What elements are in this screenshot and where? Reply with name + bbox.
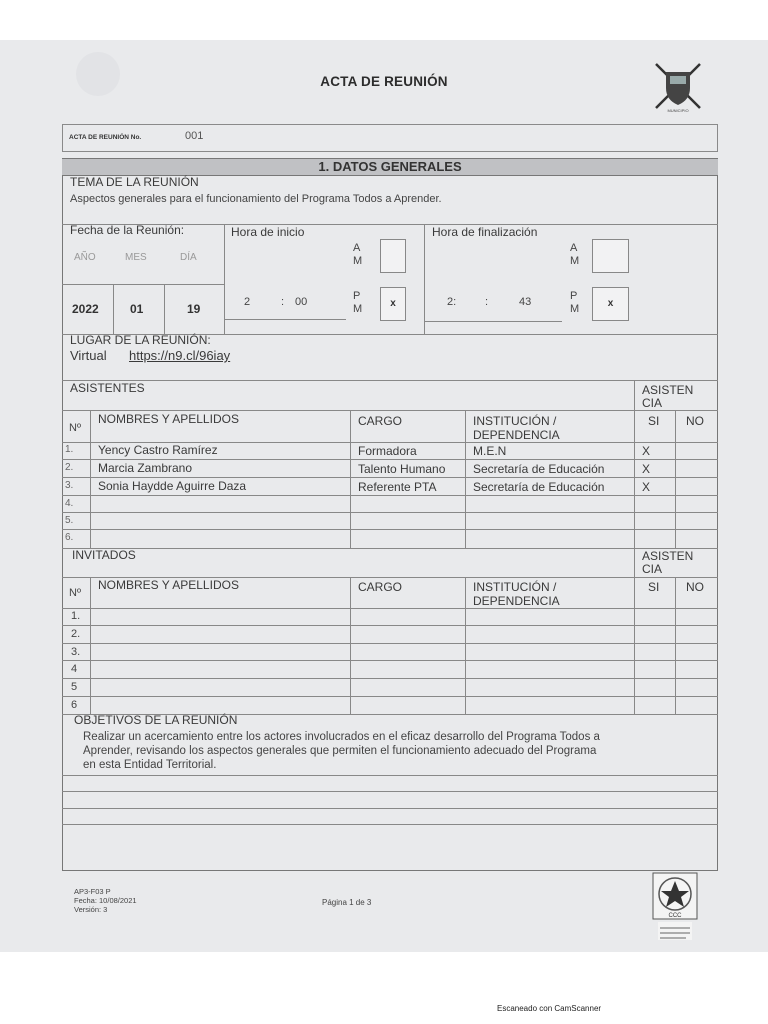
- row-number: 4.: [65, 498, 74, 509]
- col-cargo: CARGO: [358, 414, 403, 428]
- row-number: 5: [71, 681, 78, 693]
- table-row: [62, 679, 718, 697]
- fecha-col-dia: DÍA: [180, 252, 197, 263]
- fecha-ano: 2022: [72, 302, 99, 316]
- table-row: [62, 608, 718, 626]
- invitados-label: INVITADOS: [72, 548, 136, 562]
- lugar-label: LUGAR DE LA REUNIÓN:: [70, 333, 211, 347]
- svg-text:CCC: CCC: [668, 913, 682, 919]
- objetivos-line-1: Realizar un acercamiento entre los actores involucrados en el eficaz desarrollo del Programa Todos a: [83, 731, 600, 743]
- footer-code: AP3-F03 P: [74, 887, 111, 896]
- row-number: 2.: [65, 462, 74, 473]
- divider: [424, 224, 425, 334]
- hora-inicio-h: 2: [244, 296, 251, 308]
- table-row: [62, 697, 718, 714]
- footer-info: [74, 887, 137, 914]
- table-row: [62, 442, 718, 460]
- objetivos-line-3: en esta Entidad Territorial.: [83, 759, 217, 771]
- row-number: 3.: [71, 646, 81, 658]
- municipal-crest-icon: [650, 58, 706, 114]
- row-cargo: Referente PTA: [358, 480, 437, 494]
- inv-col-institucion: INSTITUCIÓN / DEPENDENCIA: [473, 580, 560, 608]
- divider: [62, 808, 718, 809]
- am-label-fin: A M: [570, 242, 580, 267]
- row-institucion: Secretaría de Educación: [473, 480, 605, 494]
- tema-value: Aspectos generales para el funcionamiento del Programa Todos a Aprender.: [70, 193, 442, 205]
- divider: [62, 380, 718, 381]
- lugar-link[interactable]: https://n9.cl/96iay: [129, 348, 231, 363]
- inv-col-si: SI: [648, 580, 660, 594]
- am-checkbox: [380, 239, 406, 273]
- divider: [424, 321, 562, 322]
- document-title: ACTA DE REUNIÓN: [320, 74, 448, 89]
- asistentes-label: ASISTENTES: [70, 381, 145, 395]
- divider: [224, 224, 225, 334]
- table-row: [62, 513, 718, 530]
- asistencia-label-inv: ASISTEN CIA: [642, 549, 694, 576]
- table-row: [62, 661, 718, 679]
- hora-fin-label: Hora de finalización: [432, 225, 538, 239]
- pm-label-fin: P M: [570, 290, 580, 315]
- objetivos-label: OBJETIVOS DE LA REUNIÓN: [74, 713, 238, 727]
- scanner-watermark: Escaneado con CamScanner: [497, 1004, 602, 1013]
- row-si: X: [642, 480, 651, 494]
- objetivos-line-2: Aprender, revisando los aspectos generales que permiten el funcionamiento adecuado del Programa: [83, 745, 597, 757]
- fecha-mes: 01: [130, 302, 144, 316]
- hora-fin-sep: :: [485, 296, 489, 308]
- fecha-col-mes: MES: [125, 252, 147, 263]
- footer-fecha: Fecha: 10/08/2021: [74, 896, 137, 905]
- divider: [164, 284, 165, 334]
- acta-number-value: 001: [185, 130, 204, 142]
- divider: [62, 284, 224, 285]
- row-number: 6: [71, 699, 78, 711]
- divider: [62, 775, 718, 776]
- divider: [113, 284, 114, 334]
- svg-text:MUNICIPIO: MUNICIPIO: [667, 108, 689, 113]
- acta-number-row: [62, 124, 718, 152]
- row-nombre: Sonia Haydde Aguirre Daza: [98, 479, 247, 493]
- col-nombres: NOMBRES Y APELLIDOS: [98, 412, 239, 426]
- hora-fin-h: 2:: [447, 296, 457, 308]
- row-number: 2.: [71, 628, 81, 640]
- col-institucion: INSTITUCIÓN / DEPENDENCIA: [473, 414, 560, 442]
- row-number: 1.: [65, 444, 74, 455]
- row-number: 6.: [65, 532, 74, 543]
- divider: [62, 548, 718, 549]
- tema-label: TEMA DE LA REUNIÓN: [70, 175, 199, 189]
- inv-col-cargo: CARGO: [358, 580, 403, 594]
- row-number: 1.: [71, 610, 81, 622]
- section-header: 1. DATOS GENERALES: [62, 159, 718, 176]
- pm-label: P M: [353, 290, 363, 315]
- col-no: Nº: [69, 422, 81, 434]
- fecha-label: Fecha de la Reunión:: [70, 223, 185, 237]
- hora-inicio-sep: :: [281, 296, 285, 308]
- row-nombre: Marcia Zambrano: [98, 461, 193, 475]
- table-row: [62, 478, 718, 496]
- row-nombre: Yency Castro Ramírez: [98, 443, 218, 457]
- hora-fin-m: 43: [519, 296, 532, 308]
- fecha-col-ano: AÑO: [74, 252, 96, 263]
- inv-col-no: Nº: [69, 587, 81, 599]
- row-institucion: M.E.N: [473, 444, 507, 458]
- table-row: [62, 460, 718, 478]
- table-row: [62, 626, 718, 644]
- table-row: [62, 496, 718, 513]
- divider: [62, 824, 718, 825]
- table-row: [62, 644, 718, 661]
- row-si: X: [642, 444, 651, 458]
- row-number: 4: [71, 663, 78, 675]
- hora-inicio-label: Hora de inicio: [231, 225, 305, 239]
- fecha-dia: 19: [187, 302, 201, 316]
- inv-col-no-answer: NO: [686, 580, 704, 594]
- col-no-answer: NO: [686, 414, 704, 428]
- divider: [224, 319, 346, 320]
- document-page: [0, 40, 768, 952]
- pm-checkbox: x: [380, 287, 406, 321]
- row-institucion: Secretaría de Educación: [473, 462, 605, 476]
- table-row: [62, 530, 718, 547]
- pm-checkbox-fin: x: [592, 287, 629, 321]
- asistencia-label: ASISTEN CIA: [642, 383, 694, 410]
- acta-number-label: ACTA DE REUNIÓN No.: [69, 134, 142, 141]
- row-cargo: Formadora: [358, 444, 417, 458]
- row-number: 3.: [65, 480, 74, 491]
- divider: [62, 791, 718, 792]
- divider: [62, 410, 718, 411]
- am-label: A M: [353, 242, 363, 267]
- footer-version: Versión: 3: [74, 905, 108, 914]
- certification-seal-icon: [652, 872, 698, 944]
- footer-page: Página 1 de 3: [322, 898, 372, 907]
- row-number: 5.: [65, 515, 74, 526]
- am-checkbox-fin: [592, 239, 629, 273]
- lugar-value: Virtual: [70, 348, 107, 363]
- hora-inicio-m: 00: [295, 296, 308, 308]
- inv-col-nombres: NOMBRES Y APELLIDOS: [98, 578, 239, 592]
- row-si: X: [642, 462, 651, 476]
- col-si: SI: [648, 414, 660, 428]
- row-cargo: Talento Humano: [358, 462, 446, 476]
